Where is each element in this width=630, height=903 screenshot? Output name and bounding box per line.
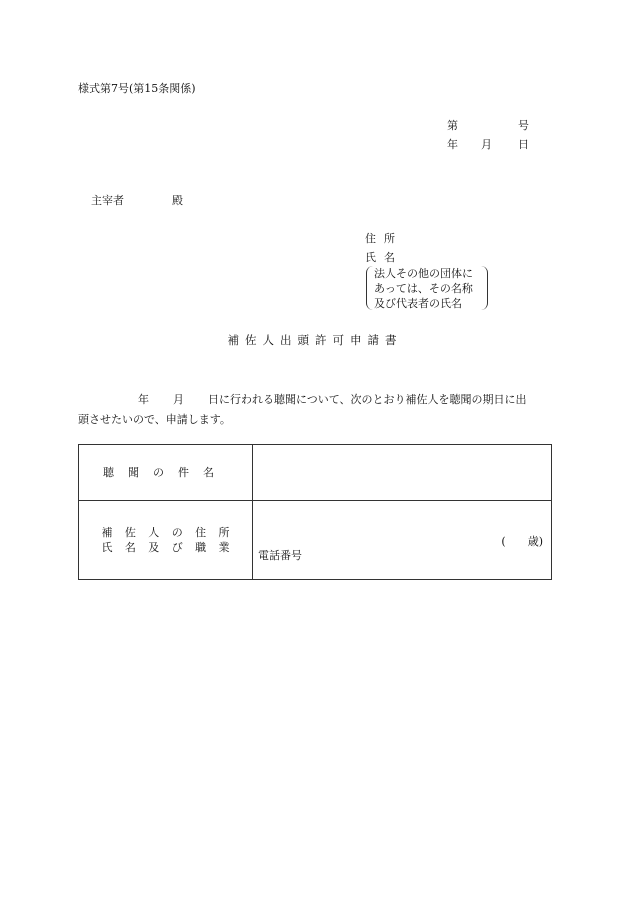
date-day: 日 xyxy=(518,138,529,151)
hearing-subject-label: 聴聞の件名 xyxy=(103,465,228,479)
age-field: ( 歳) xyxy=(501,535,543,548)
table-row xyxy=(79,445,552,501)
phone-label: 電話番号 xyxy=(258,549,302,562)
assistant-info-value[interactable] xyxy=(253,501,552,580)
body-month: 月 xyxy=(173,393,184,406)
addressee xyxy=(91,194,183,207)
number-prefix: 第 xyxy=(447,119,458,132)
body-line1: 日に行われる聴聞について、次のとおり補佐人を聴聞の期日に出 xyxy=(208,393,527,406)
date-month: 月 xyxy=(481,138,492,151)
hearing-subject-value[interactable] xyxy=(253,445,552,501)
date-year: 年 xyxy=(447,138,458,151)
organization-note xyxy=(366,266,488,310)
org-note-line: 及び代表者の氏名 xyxy=(374,297,462,310)
hearing-subject-label-cell xyxy=(79,445,253,501)
org-note-line: あっては、その名称 xyxy=(374,282,473,295)
address-label: 住所 xyxy=(365,232,403,245)
assistant-label-line1: 補佐人の住所 xyxy=(101,526,230,539)
number-suffix: 号 xyxy=(518,119,529,132)
body-line2: 頭させたいので、申請します。 xyxy=(78,413,231,426)
body-text xyxy=(78,390,556,430)
document-title: 補佐人出頭許可申請書 xyxy=(227,333,403,347)
application-table xyxy=(78,444,552,580)
table-row xyxy=(79,501,552,580)
assistant-label-line2: 氏名及び職業 xyxy=(101,541,230,554)
addressee-title: 主宰者 xyxy=(91,194,124,207)
org-note-line: 法人その他の団体に xyxy=(374,267,473,280)
body-year: 年 xyxy=(138,393,149,406)
form-reference: 様式第7号(第15条関係) xyxy=(78,82,196,95)
assistant-info-label-cell xyxy=(79,501,253,580)
addressee-honorific: 殿 xyxy=(172,194,183,207)
name-label: 氏名 xyxy=(365,251,403,264)
